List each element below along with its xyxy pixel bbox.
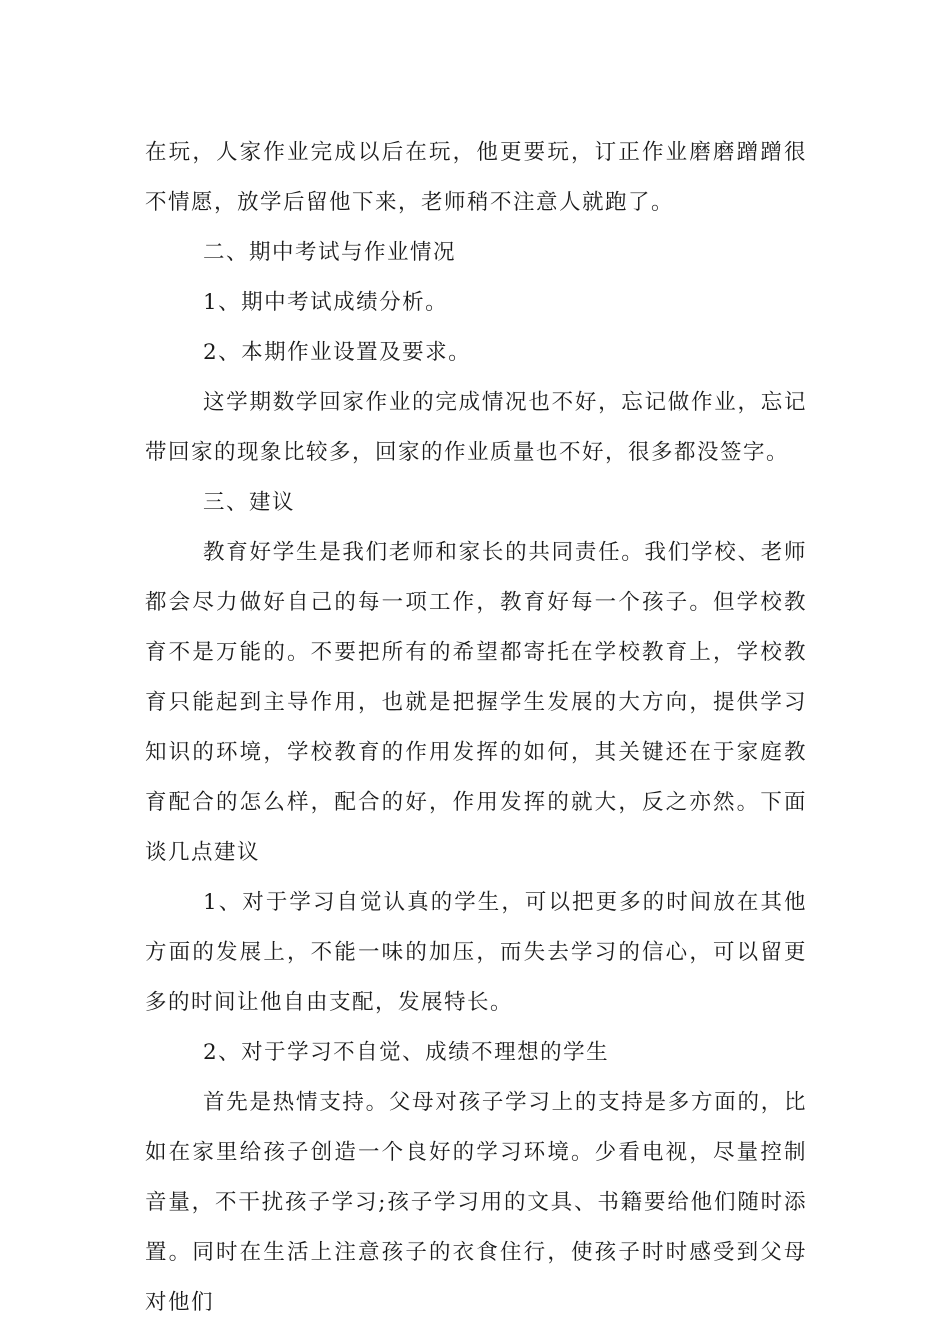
- section-heading-suggestions: 三、建议: [203, 490, 296, 515]
- paragraph-continuation: 在玩，人家作业完成以后在玩，他更要玩，订正作业磨磨蹭蹭很不情愿，放学后留他下来，老师稍不注意人就跑了。: [145, 140, 807, 215]
- paragraph-suggestion-1: 1、对于学习自觉认真的学生，可以把更多的时间放在其他方面的发展上，不能一味的加压，而失去学习的信心，可以留更多的时间让他自由支配，发展特长。: [145, 890, 807, 1015]
- paragraph-warm-support: 首先是热情支持。父母对孩子学习上的支持是多方面的，比如在家里给孩子创造一个良好的学习环境。少看电视，尽量控制音量，不干扰孩子学习;孩子学习用的文具、书籍要给他们随时添置。同时在生活上注意孩子的衣食住行，使孩子时时感受到父母对他们: [145, 1090, 807, 1315]
- section-heading-exam-homework: 二、期中考试与作业情况: [203, 240, 457, 265]
- subheading-homework-requirements: 2、本期作业设置及要求。: [203, 340, 472, 365]
- paragraph-shared-responsibility: 教育好学生是我们老师和家长的共同责任。我们学校、老师都会尽力做好自己的每一项工作，教育好每一个孩子。但学校教育不是万能的。不要把所有的希望都寄托在学校教育上，学校教育只能起到主导作用，也就是把握学生发展的大方向，提供学习知识的环境，学校教育的作用发挥的如何，其关键还在于家庭教育配合的怎么样，配合的好，作用发挥的就大，反之亦然。下面谈几点建议: [145, 540, 807, 865]
- subheading-exam-analysis: 1、期中考试成绩分析。: [203, 290, 449, 315]
- document-body: [145, 128, 807, 1328]
- subheading-suggestion-2: 2、对于学习不自觉、成绩不理想的学生: [203, 1040, 610, 1065]
- paragraph-homework-status: 这学期数学回家作业的完成情况也不好，忘记做作业，忘记带回家的现象比较多，回家的作业质量也不好，很多都没签字。: [145, 390, 807, 465]
